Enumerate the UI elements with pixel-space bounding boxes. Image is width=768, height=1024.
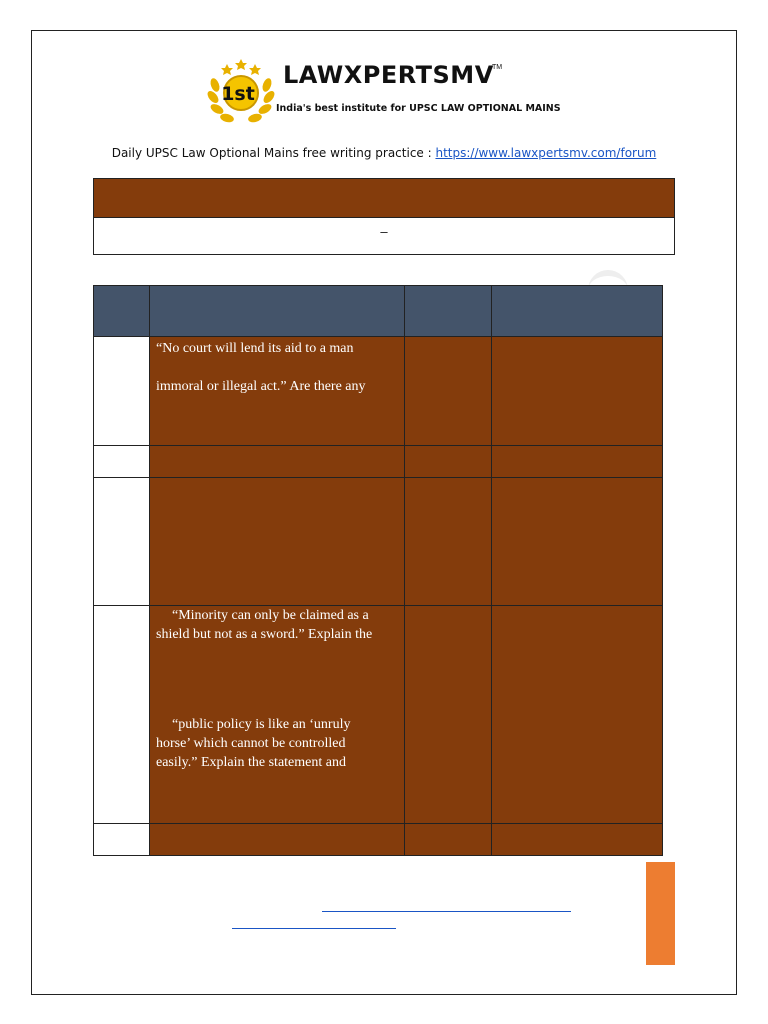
marks-cell [405,606,492,824]
topic-cell [492,606,663,824]
header-cell [150,286,405,337]
marks-cell [405,446,492,478]
laurel-badge-icon [205,55,277,127]
trademark: TM [492,64,503,71]
header-cell [492,286,663,337]
practice-text: Daily UPSC Law Optional Mains free writing practice : [111,146,436,160]
header-cell [94,286,150,337]
question-text: “No court will lend its aid to a man immoral or illegal act.” Are there any [156,341,366,394]
marks-cell [405,478,492,606]
badge-number: 1st [221,83,255,105]
table-row [94,446,663,478]
practice-line [0,146,768,160]
questions-table [93,285,663,856]
row-number-cell [94,606,150,824]
row-number-cell [94,337,150,446]
table-row [94,337,663,446]
brand-name: LAWXPERTSMV [283,61,494,89]
orange-accent-bar [646,862,675,965]
row-number-cell [94,478,150,606]
title-table [93,178,675,255]
tagline: India's best institute for UPSC LAW OPTIONAL MAINS [276,103,561,114]
logo [205,55,565,127]
forum-link[interactable]: https://www.lawxpertsmv.com/forum [435,146,657,160]
question-cell [150,824,405,856]
topic-cell [492,446,663,478]
marks-cell [405,824,492,856]
topic-cell [492,824,663,856]
question-text: “Minority can only be claimed as a shield but not as a sword.” Explain the “public policy is like an ‘unruly horse’ which cannot be controlled easily.” Explain the statement and [156,608,373,770]
title-bar [94,179,674,218]
question-cell [150,478,405,606]
table-row [94,606,663,824]
table-row [94,824,663,856]
link-underline[interactable] [322,911,571,912]
row-number-cell [94,446,150,478]
marks-cell [405,337,492,446]
question-cell [150,337,405,446]
row-number-cell [94,824,150,856]
title-dash: – [380,224,388,239]
table-header-row [94,286,663,337]
question-cell [150,606,405,824]
question-cell [150,446,405,478]
topic-cell [492,478,663,606]
link-underline[interactable] [232,928,396,929]
topic-cell [492,337,663,446]
table-row [94,478,663,606]
header-cell [405,286,492,337]
